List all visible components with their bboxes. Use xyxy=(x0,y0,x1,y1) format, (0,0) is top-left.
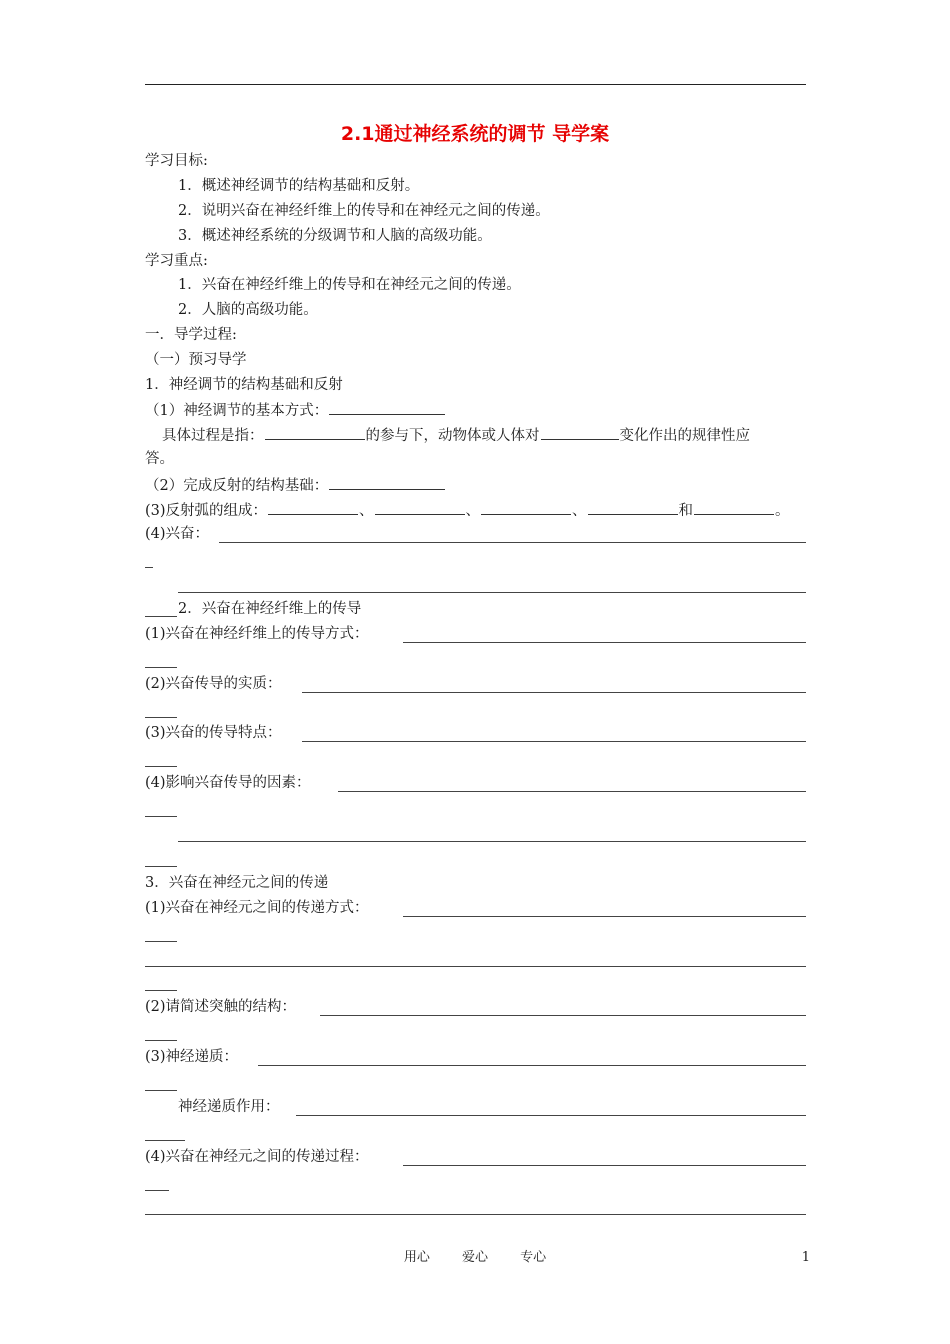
s1-q3-blank-3[interactable] xyxy=(481,498,571,515)
section-1-heading: 1．神经调节的结构基础和反射 xyxy=(145,377,343,393)
s3-q3-answer-line[interactable] xyxy=(258,1065,806,1066)
s2-q1-answer-stub xyxy=(145,667,177,668)
s1-q1-detail xyxy=(162,423,750,447)
s1-q4-answer-line[interactable] xyxy=(219,542,806,543)
s1-q3-blank-2[interactable] xyxy=(375,498,465,515)
page-number: 1 xyxy=(801,1250,810,1265)
section-3-heading: 3．兴奋在神经元之间的传递 xyxy=(145,875,329,891)
s3-q4-answer-stub xyxy=(145,1190,169,1191)
s1-q4-answer-line-2[interactable] xyxy=(178,592,806,593)
s2-q4-answer-line[interactable] xyxy=(338,791,806,792)
s1-q1-label: （1）神经调节的基本方式： xyxy=(145,403,329,419)
key-point-item-2: 2．人脑的高级功能。 xyxy=(178,302,318,318)
s1-q2-blank[interactable] xyxy=(329,473,445,490)
s1-q3-blank-4[interactable] xyxy=(588,498,678,515)
s1-q2-label: （2）完成反射的结构基础： xyxy=(145,478,329,494)
s2-q1-answer-line[interactable] xyxy=(403,642,806,643)
s3-q4-answer-line-2[interactable] xyxy=(145,1214,806,1215)
s1-q1-detail-b: 的参与下，动物体或人体对 xyxy=(365,428,540,444)
s2-q3-answer-line[interactable] xyxy=(302,741,806,742)
s1-q1-blank[interactable] xyxy=(329,398,445,415)
s1-question-4: (4)兴奋： xyxy=(145,526,210,542)
process-subheading: （一）预习导学 xyxy=(145,352,247,368)
s3-question-1: (1)兴奋在神经元之间的传递方式： xyxy=(145,900,369,916)
s1-question-1 xyxy=(145,398,446,422)
s2-q4-answer-stub-2 xyxy=(145,866,177,867)
s1-q3-and: 和 xyxy=(678,503,694,519)
s1-q4-answer-stub xyxy=(145,567,153,568)
s3-q1-answer-stub-2 xyxy=(145,990,177,991)
s3-q4-answer-line[interactable] xyxy=(403,1165,806,1166)
s2-heading-stub xyxy=(145,616,177,617)
s1-q3-sep-2: 、 xyxy=(465,503,481,519)
s2-q3-answer-stub xyxy=(145,766,177,767)
s2-question-4: (4)影响兴奋传导的因素： xyxy=(145,775,311,791)
s1-q3-sep-3: 、 xyxy=(572,503,587,519)
s2-question-1: (1)兴奋在神经纤维上的传导方式： xyxy=(145,626,369,642)
s2-question-3: (3)兴奋的传导特点： xyxy=(145,725,282,741)
page-title: 2.1通过神经系统的调节 导学案 xyxy=(340,123,610,145)
s3-question-3: (3)神经递质： xyxy=(145,1049,239,1065)
s1-question-2 xyxy=(145,473,446,497)
footer-word-3: 专心 xyxy=(520,1250,547,1265)
s3-question-4: (4)兴奋在神经元之间的传递过程： xyxy=(145,1149,369,1165)
s3-q1-answer-stub xyxy=(145,941,177,942)
s1-q1-detail-blank-2[interactable] xyxy=(541,423,619,440)
footer-word-2: 爱心 xyxy=(461,1250,488,1265)
process-heading: 一．导学过程: xyxy=(145,327,237,343)
s2-question-2: (2)兴奋传导的实质： xyxy=(145,676,282,692)
s2-q2-answer-stub xyxy=(145,717,177,718)
s3-question-3b: 神经递质作用： xyxy=(178,1099,280,1115)
s1-q3-sep-1: 、 xyxy=(359,503,374,519)
s1-q3-blank-5[interactable] xyxy=(694,498,774,515)
key-points-heading: 学习重点: xyxy=(145,253,208,269)
key-point-item-1: 1．兴奋在神经纤维上的传导和在神经元之间的传递。 xyxy=(178,277,521,293)
s1-q1-detail-blank-1[interactable] xyxy=(265,423,365,440)
s3-q1-answer-line-2[interactable] xyxy=(145,966,806,967)
s3-question-2: (2)请简述突触的结构： xyxy=(145,999,297,1015)
s1-q3-end: 。 xyxy=(775,503,790,519)
section-2-heading: 2．兴奋在神经纤维上的传导 xyxy=(178,601,362,617)
objective-item-3: 3．概述神经系统的分级调节和人脑的高级功能。 xyxy=(178,228,492,244)
s3-q3-answer-stub xyxy=(145,1090,177,1091)
s3-q3b-answer-line[interactable] xyxy=(296,1115,806,1116)
footer-word-1: 用心 xyxy=(403,1250,430,1265)
s1-q1-detail-end: 答。 xyxy=(145,451,174,467)
s1-q3-label: (3)反射弧的组成： xyxy=(145,503,268,519)
s1-q1-detail-a: 具体过程是指： xyxy=(162,428,264,444)
s3-q1-answer-line[interactable] xyxy=(403,916,806,917)
header-rule xyxy=(145,84,806,85)
s1-q3-blank-1[interactable] xyxy=(268,498,358,515)
s1-q1-detail-c: 变化作出的规律性应 xyxy=(619,428,750,444)
s2-q4-answer-stub xyxy=(145,816,177,817)
s3-q2-answer-line[interactable] xyxy=(320,1015,806,1016)
objective-item-1: 1．概述神经调节的结构基础和反射。 xyxy=(178,178,420,194)
objectives-heading: 学习目标: xyxy=(145,153,208,169)
objective-item-2: 2．说明兴奋在神经纤维上的传导和在神经元之间的传递。 xyxy=(178,203,550,219)
s2-q4-answer-line-2[interactable] xyxy=(178,841,806,842)
s3-q3b-answer-stub xyxy=(145,1140,185,1141)
s2-q2-answer-line[interactable] xyxy=(302,692,806,693)
s1-question-3 xyxy=(145,498,790,522)
s3-q2-answer-stub xyxy=(145,1040,177,1041)
